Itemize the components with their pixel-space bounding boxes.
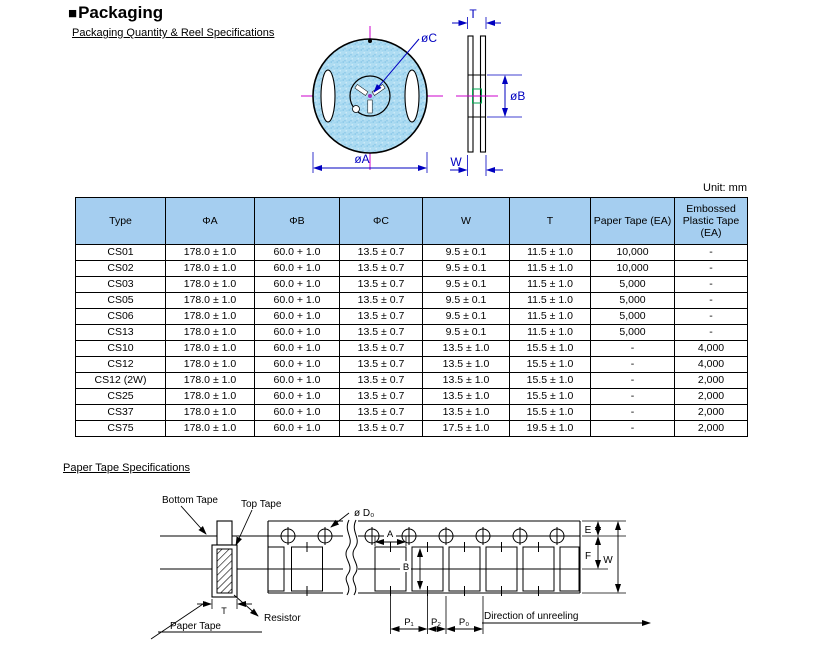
tear-mask [343, 519, 358, 596]
table-row [76, 309, 748, 325]
table-cell: - [675, 277, 748, 293]
p1-label: P₁ [404, 617, 414, 628]
table-cell: 60.0 + 1.0 [255, 261, 340, 277]
table-cell: 2,000 [675, 421, 748, 437]
page-title [68, 3, 163, 23]
table-cell: 10,000 [591, 245, 675, 261]
section-heading-paper-tape: Paper Tape Specifications [63, 462, 190, 474]
table-row [76, 261, 748, 277]
table-cell: 10,000 [591, 261, 675, 277]
table-cell: 60.0 + 1.0 [255, 341, 340, 357]
t-label: T [469, 8, 477, 21]
table-cell: 13.5 ± 0.7 [340, 405, 423, 421]
column-header: W [423, 198, 510, 245]
bottom-tape-leader [181, 506, 206, 534]
table-cell: 11.5 ± 1.0 [510, 261, 591, 277]
table-cell: 13.5 ± 0.7 [340, 421, 423, 437]
table-cell: 13.5 ± 0.7 [340, 325, 423, 341]
table-cell: 5,000 [591, 325, 675, 341]
table-cell: 178.0 ± 1.0 [166, 341, 255, 357]
table-cell: - [591, 389, 675, 405]
table-cell: 60.0 + 1.0 [255, 277, 340, 293]
table-cell: 13.5 ± 0.7 [340, 389, 423, 405]
table-cell: 178.0 ± 1.0 [166, 389, 255, 405]
table-cell: 60.0 + 1.0 [255, 325, 340, 341]
table-cell: 11.5 ± 1.0 [510, 277, 591, 293]
table-cell: 178.0 ± 1.0 [166, 245, 255, 261]
table-cell: 15.5 ± 1.0 [510, 341, 591, 357]
phi-a-label: øA [354, 152, 370, 166]
reel-slot-left [321, 70, 335, 122]
e-label: E [584, 525, 592, 536]
table-cell: 178.0 ± 1.0 [166, 405, 255, 421]
table-row [76, 373, 748, 389]
table-cell: CS02 [76, 261, 166, 277]
tape-crosssection-top [217, 521, 232, 545]
table-cell: CS05 [76, 293, 166, 309]
table-cell: 13.5 ± 0.7 [340, 373, 423, 389]
table-cell: 15.5 ± 1.0 [510, 405, 591, 421]
table-cell: 178.0 ± 1.0 [166, 373, 255, 389]
table-cell: CS03 [76, 277, 166, 293]
table-cell: 60.0 + 1.0 [255, 245, 340, 261]
table-cell: - [591, 341, 675, 357]
table-cell: - [591, 357, 675, 373]
hub-center-dot [368, 94, 372, 98]
table-cell: 13.5 ± 1.0 [423, 405, 510, 421]
reel-diagram [290, 8, 540, 185]
table-cell: 19.5 ± 1.0 [510, 421, 591, 437]
table-cell: 13.5 ± 1.0 [423, 341, 510, 357]
table-row [76, 357, 748, 373]
table-cell: 17.5 ± 1.0 [423, 421, 510, 437]
table-cell: 178.0 ± 1.0 [166, 357, 255, 373]
table-cell: - [675, 325, 748, 341]
table-cell: 15.5 ± 1.0 [510, 389, 591, 405]
table-cell: CS12 (2W) [76, 373, 166, 389]
resistor-label: Resistor [264, 613, 301, 624]
page-title-text: Packaging [78, 3, 164, 22]
table-cell: 13.5 ± 0.7 [340, 293, 423, 309]
f-label: F [584, 551, 592, 562]
spec-table-body [76, 245, 748, 437]
table-row [76, 421, 748, 437]
a-label: A [386, 529, 394, 540]
table-cell: - [675, 261, 748, 277]
table-cell: CS13 [76, 325, 166, 341]
table-cell: 13.5 ± 1.0 [423, 389, 510, 405]
resistor-leader [234, 595, 258, 616]
spec-table-head-row [76, 198, 748, 245]
t-tape-label: T [221, 606, 227, 616]
table-row [76, 341, 748, 357]
column-header: ΦA [166, 198, 255, 245]
resistor-crosssection [217, 549, 232, 593]
table-cell: 5,000 [591, 309, 675, 325]
table-cell: 60.0 + 1.0 [255, 373, 340, 389]
table-row [76, 245, 748, 261]
table-cell: CS06 [76, 309, 166, 325]
table-cell: CS10 [76, 341, 166, 357]
table-cell: 60.0 + 1.0 [255, 293, 340, 309]
b-label: B [402, 562, 410, 573]
table-cell: 178.0 ± 1.0 [166, 261, 255, 277]
table-cell: 13.5 ± 1.0 [423, 373, 510, 389]
table-cell: CS01 [76, 245, 166, 261]
table-cell: 178.0 ± 1.0 [166, 293, 255, 309]
table-cell: 9.5 ± 0.1 [423, 293, 510, 309]
paper-tape-label: Paper Tape [170, 621, 221, 632]
table-cell: 60.0 + 1.0 [255, 405, 340, 421]
table-cell: 11.5 ± 1.0 [510, 245, 591, 261]
table-cell: 9.5 ± 0.1 [423, 245, 510, 261]
unit-note: Unit: mm [703, 182, 747, 194]
table-cell: 5,000 [591, 277, 675, 293]
table-cell: 60.0 + 1.0 [255, 357, 340, 373]
table-cell: 178.0 ± 1.0 [166, 325, 255, 341]
table-cell: 4,000 [675, 357, 748, 373]
table-cell: 60.0 + 1.0 [255, 309, 340, 325]
table-cell: 13.5 ± 0.7 [340, 357, 423, 373]
table-cell: 15.5 ± 1.0 [510, 357, 591, 373]
table-cell: 11.5 ± 1.0 [510, 293, 591, 309]
table-cell: - [675, 309, 748, 325]
table-cell: 13.5 ± 0.7 [340, 309, 423, 325]
table-cell: 9.5 ± 0.1 [423, 309, 510, 325]
table-row [76, 389, 748, 405]
phi-b-label: øB [510, 89, 526, 103]
table-cell: 13.5 ± 0.7 [340, 261, 423, 277]
top-tape-label: Top Tape [241, 499, 282, 510]
column-header: T [510, 198, 591, 245]
phi-d0-label: ø D₀ [354, 508, 375, 519]
table-cell: - [675, 245, 748, 261]
packaging-spec-table [75, 197, 748, 437]
table-cell: - [675, 293, 748, 309]
p0-label: P₀ [458, 617, 470, 628]
table-cell: 9.5 ± 0.1 [423, 261, 510, 277]
table-cell: - [591, 373, 675, 389]
top-tape-leader [236, 510, 252, 545]
table-row [76, 277, 748, 293]
table-cell: CS75 [76, 421, 166, 437]
table-row [76, 325, 748, 341]
column-header: Embossed Plastic Tape (EA) [675, 198, 748, 245]
table-cell: CS12 [76, 357, 166, 373]
bottom-tape-label: Bottom Tape [162, 495, 218, 506]
column-header: Type [76, 198, 166, 245]
reel-top-dot [368, 39, 372, 43]
table-cell: - [591, 405, 675, 421]
table-cell: 5,000 [591, 293, 675, 309]
table-row [76, 405, 748, 421]
table-cell: 2,000 [675, 373, 748, 389]
column-header: Paper Tape (EA) [591, 198, 675, 245]
table-cell: 178.0 ± 1.0 [166, 309, 255, 325]
table-cell: 13.5 ± 1.0 [423, 357, 510, 373]
phi-c-label: øC [421, 31, 437, 45]
table-cell: 60.0 + 1.0 [255, 421, 340, 437]
paper-tape-diagram [125, 488, 665, 648]
table-cell: 178.0 ± 1.0 [166, 421, 255, 437]
w-label: W [450, 155, 462, 169]
table-cell: 13.5 ± 0.7 [340, 245, 423, 261]
table-cell: 9.5 ± 0.1 [423, 277, 510, 293]
table-cell: 4,000 [675, 341, 748, 357]
p-extension-lines [391, 596, 484, 634]
table-cell: 15.5 ± 1.0 [510, 373, 591, 389]
table-cell: 178.0 ± 1.0 [166, 277, 255, 293]
table-cell: 11.5 ± 1.0 [510, 309, 591, 325]
table-cell: CS25 [76, 389, 166, 405]
table-cell: 11.5 ± 1.0 [510, 325, 591, 341]
w-tape-label: W [603, 555, 613, 566]
p2-label: P₂ [430, 617, 442, 628]
column-header: ΦC [340, 198, 423, 245]
title-square-icon: ■ [68, 4, 78, 22]
table-cell: - [591, 421, 675, 437]
table-cell: CS37 [76, 405, 166, 421]
table-cell: 13.5 ± 0.7 [340, 341, 423, 357]
direction-label: Direction of unreeling [484, 611, 579, 622]
hub-small-hole [353, 106, 360, 113]
table-cell: 13.5 ± 0.7 [340, 277, 423, 293]
table-cell: 9.5 ± 0.1 [423, 325, 510, 341]
section-heading-reel-specs: Packaging Quantity & Reel Specifications [72, 27, 275, 39]
table-cell: 2,000 [675, 389, 748, 405]
column-header: ΦB [255, 198, 340, 245]
table-cell: 2,000 [675, 405, 748, 421]
table-row [76, 293, 748, 309]
reel-slot-right [405, 70, 419, 122]
table-cell: 60.0 + 1.0 [255, 389, 340, 405]
